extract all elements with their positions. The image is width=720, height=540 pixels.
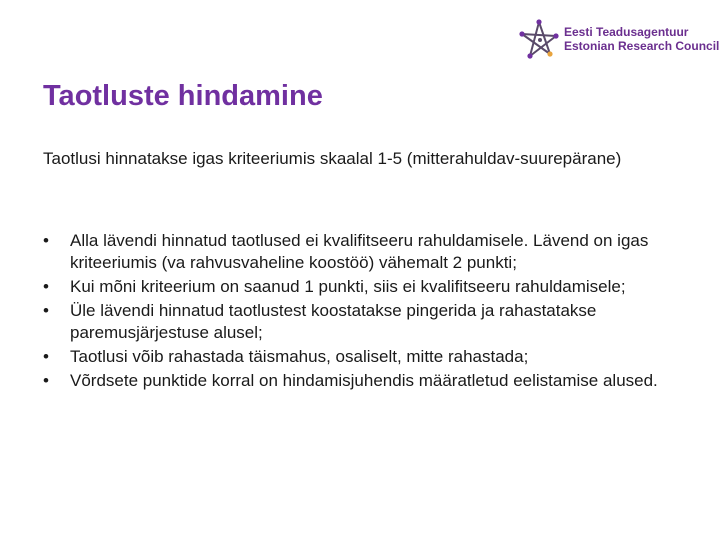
slide-title: Taotluste hindamine (43, 80, 323, 112)
bullet-item: • Üle lävendi hinnatud taotlustest koostatakse pingerida ja rahastatakse paremusjärjestuse alusel; (43, 300, 683, 344)
bullet-item: • Taotlusi võib rahastada täismahus, osaliselt, mitte rahastada; (43, 346, 683, 368)
bullet-item: • Kui mõni kriteerium on saanud 1 punkti, siis ei kvalifitseeru rahuldamisele; (43, 276, 683, 298)
bullet-list (43, 230, 683, 394)
bullet-item: • Võrdsete punktide korral on hindamisjuhendis määratletud eelistamise alused. (43, 370, 683, 392)
etag-star-logo-icon (518, 18, 560, 60)
bullet-item: • Alla lävendi hinnatud taotlused ei kvalifitseeru rahuldamisele. Lävend on igas kriteeriumis (va rahvusvaheline koostöö) vähemalt 2 punkti; (43, 230, 683, 274)
logo (518, 18, 719, 60)
logo-text (564, 25, 719, 53)
logo-name-english: Estonian Research Council (564, 39, 720, 53)
intro-text: Taotlusi hinnatakse igas kriteeriumis skaalal 1-5 (mitterahuldav-suurepärane) (43, 149, 622, 168)
logo-name-estonian: Eesti Teadusagentuur (564, 25, 689, 39)
